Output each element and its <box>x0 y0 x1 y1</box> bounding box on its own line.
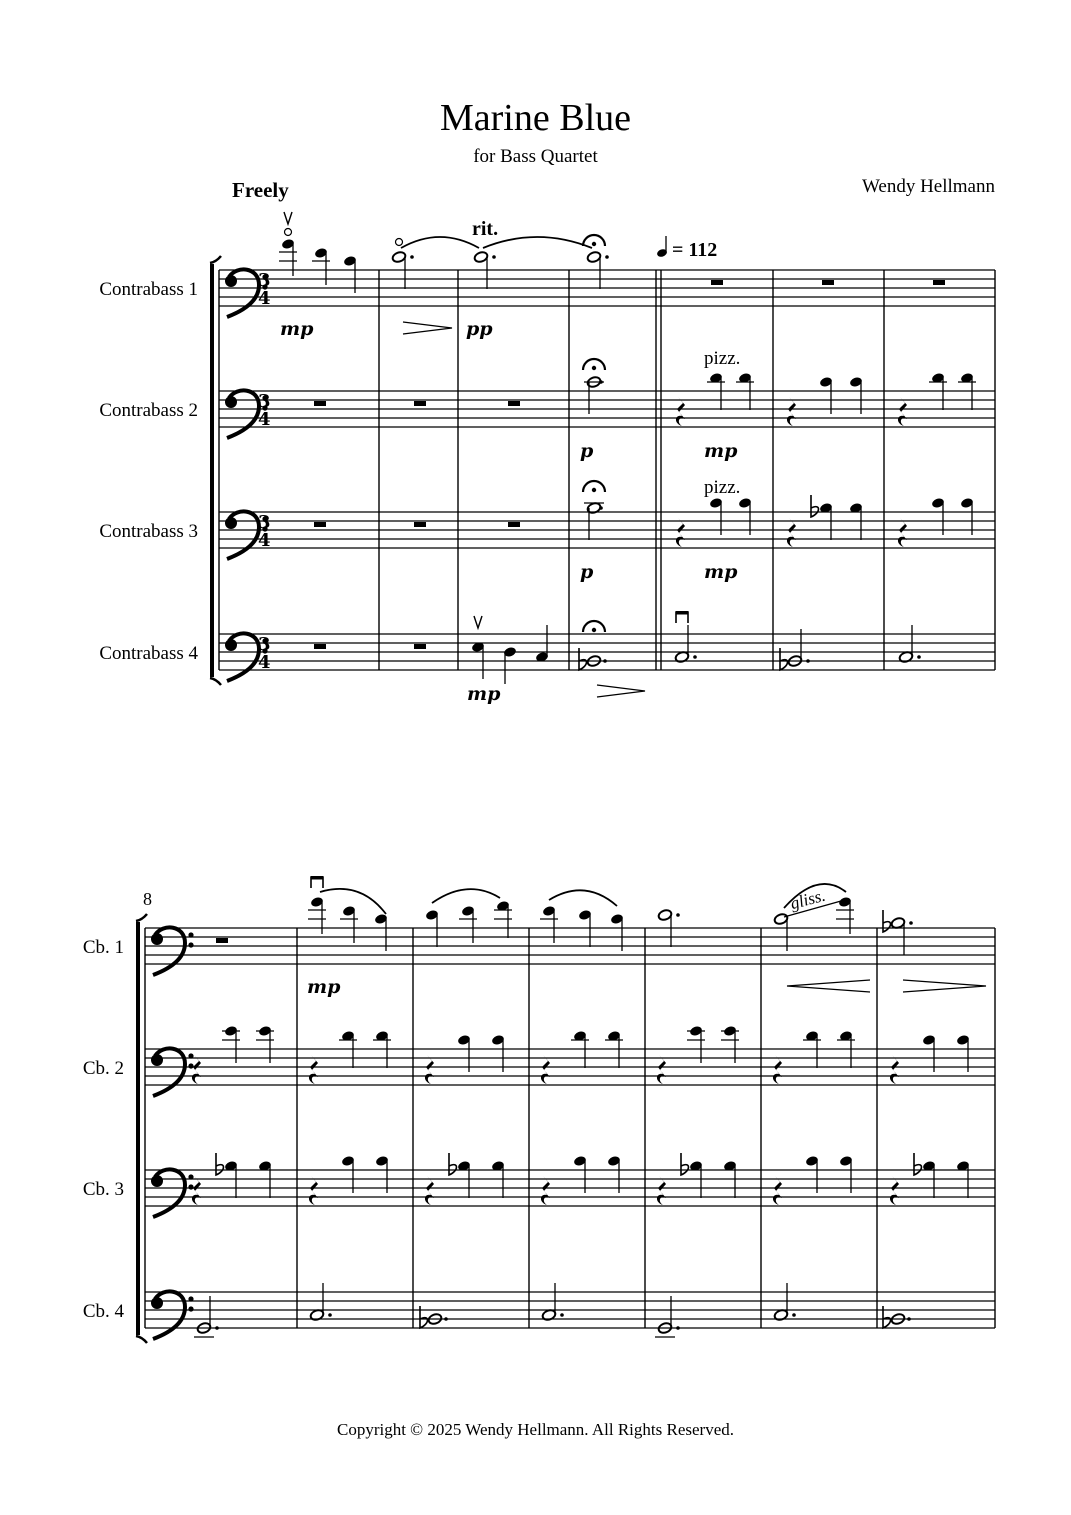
cb2-system2-notes <box>192 1025 970 1084</box>
decrescendo-hairpin <box>403 322 452 334</box>
tempo-marking: Freely <box>232 178 289 202</box>
cb2-dynamics <box>580 440 738 462</box>
instrument-name-cb3-short: Cb. 3 <box>82 1179 124 1200</box>
system1-barlines <box>219 270 995 670</box>
svg-text:4: 4 <box>258 409 271 430</box>
dynamic-mp: mp <box>307 976 341 998</box>
cb1-dynamics <box>280 318 493 340</box>
instrument-name-cb2: Contrabass 2 <box>99 400 198 421</box>
dynamic-mp: mp <box>467 683 501 705</box>
svg-text:3: 3 <box>258 512 271 533</box>
instrument-name-cb1: Contrabass 1 <box>99 279 198 300</box>
dynamic-mp: mp <box>704 561 738 583</box>
dynamic-p: p <box>580 561 594 583</box>
instrument-name-cb2-short: Cb. 2 <box>82 1058 124 1079</box>
cb3-dynamics <box>580 561 738 583</box>
cb1-system2-notes <box>216 876 913 955</box>
instrument-name-cb1-short: Cb. 1 <box>82 937 124 958</box>
system2-staff-lines <box>145 928 995 1328</box>
pizz-marking: pizz. <box>704 477 741 498</box>
decrescendo-hairpin <box>903 980 986 992</box>
system1-staff-lines <box>219 270 995 670</box>
page-title: Marine Blue <box>439 97 631 139</box>
dynamic-pp: pp <box>466 318 493 340</box>
system2-barlines <box>145 928 995 1328</box>
crescendo-hairpin <box>787 980 870 992</box>
dynamic-mp: mp <box>280 318 314 340</box>
cb4-system1-notes <box>314 611 921 684</box>
time-signatures <box>258 270 271 673</box>
copyright-notice: Copyright © 2025 Wendy Hellmann. All Rights Reserved. <box>336 1420 734 1439</box>
bass-clef-icon <box>151 1291 194 1339</box>
bass-clef-icon <box>151 1169 194 1217</box>
gliss-marking: gliss. <box>788 885 828 914</box>
svg-text:3: 3 <box>258 270 271 291</box>
measure-number: 8 <box>143 889 152 909</box>
svg-text:4: 4 <box>258 652 271 673</box>
bass-clef-icon <box>151 927 194 975</box>
instrument-name-cb4: Contrabass 4 <box>99 643 198 664</box>
cb3-system1-notes <box>314 481 974 547</box>
instrument-name-cb4-short: Cb. 4 <box>82 1301 124 1322</box>
metronome-value: = 112 <box>672 239 718 261</box>
cb2-system1-notes <box>314 359 976 426</box>
metronome-marking <box>656 236 717 261</box>
dynamic-mp: mp <box>704 440 738 462</box>
pizz-marking: pizz. <box>704 348 741 369</box>
svg-text:3: 3 <box>258 391 271 412</box>
instrument-name-cb3: Contrabass 3 <box>99 521 198 542</box>
svg-text:4: 4 <box>258 288 271 309</box>
page-subtitle: for Bass Quartet <box>473 146 598 167</box>
svg-text:4: 4 <box>258 530 271 551</box>
dynamic-p: p <box>580 440 594 462</box>
composer-name: Wendy Hellmann <box>861 176 995 197</box>
ritardando-marking: rit. <box>472 218 499 240</box>
decrescendo-hairpin <box>597 685 645 697</box>
svg-text:3: 3 <box>258 634 271 655</box>
bass-clef-icon <box>151 1048 194 1096</box>
